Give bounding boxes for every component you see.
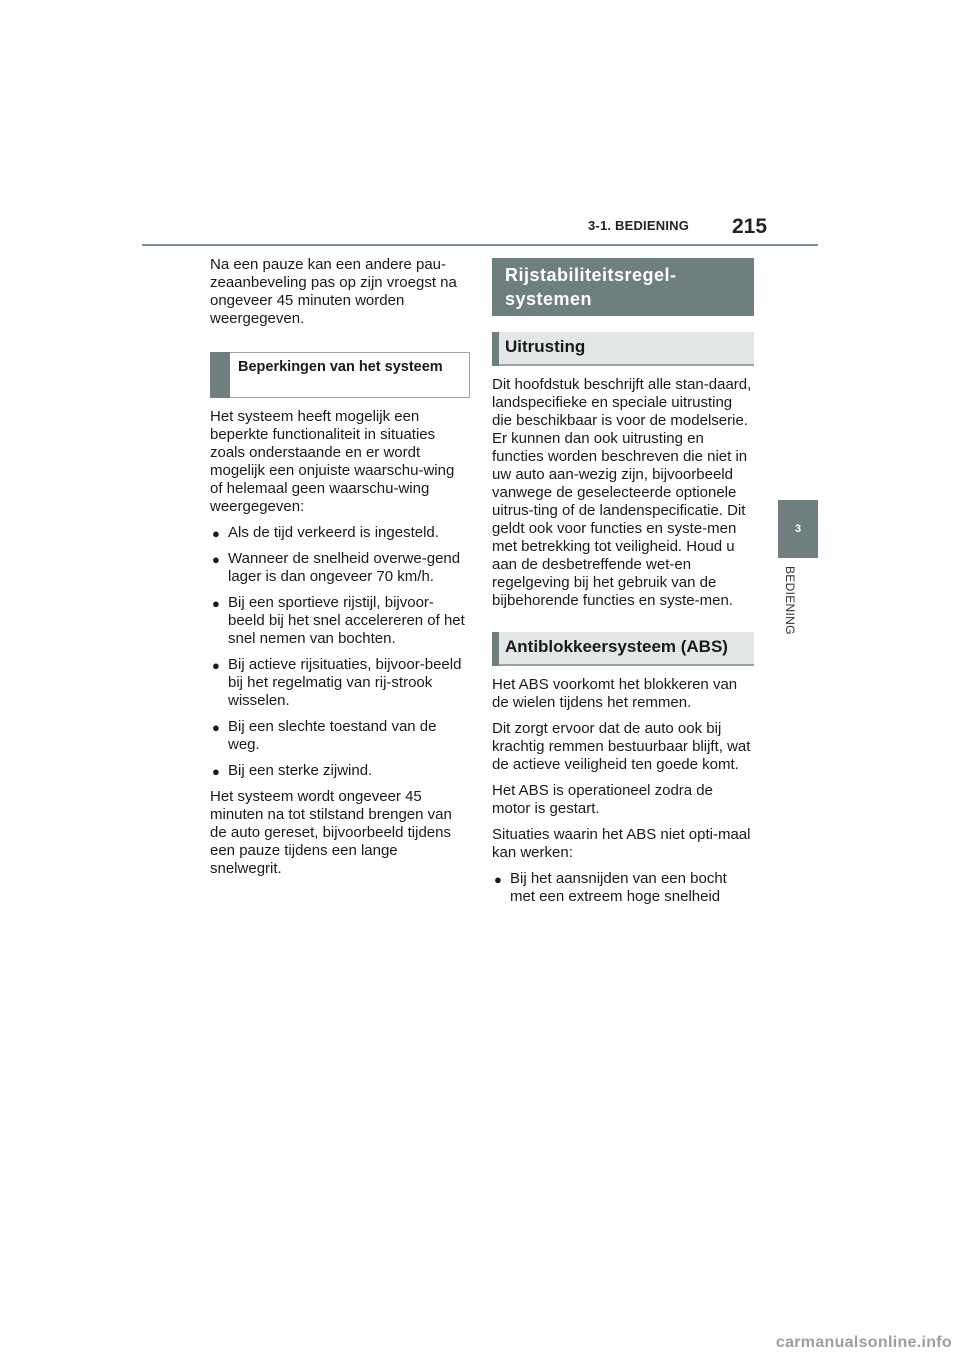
list-item: ● Bij het aansnijden van een bocht met een extreem hoge snelheid — [494, 870, 727, 905]
bullet-icon: ● — [212, 720, 220, 735]
subheading-bar — [210, 352, 230, 398]
page-number: 215 — [732, 215, 768, 238]
chapter-tab: 3 — [778, 500, 818, 558]
list-item: ● Bij een slechte toestand van de weg. — [212, 718, 437, 753]
section-heading: Rijstabiliteitsregel-systemen — [492, 258, 754, 316]
list-item: ● Bij een sterke zijwind. — [212, 762, 373, 779]
abs-limitations-list — [492, 870, 754, 906]
limitations-paragraph: Het systeem heeft mogelijk een beperkte functionaliteit in situaties zoals onderstaande en er wordt mogelijk een onjuiste waarschu-wing of helemaal geen waarschu-wing weergegeven: — [210, 408, 455, 515]
chapter-tab-label: BEDIENING — [783, 566, 797, 635]
bullet-icon: ● — [212, 658, 220, 673]
bullet-icon: ● — [212, 596, 220, 611]
subsection-heading-abs: Antiblokkeersysteem (ABS) — [492, 632, 754, 666]
abs-paragraph-3: Het ABS is operationeel zodra de motor is gestart. — [492, 782, 713, 817]
subsection-bar — [492, 632, 499, 666]
abs-paragraph-4: Situaties waarin het ABS niet opti-maal kan werken: — [492, 826, 751, 861]
header-divider — [142, 244, 818, 246]
list-item: ● Als de tijd verkeerd is ingesteld. — [212, 524, 439, 541]
abs-paragraph-2: Dit zorgt ervoor dat de auto ook bij krachtig remmen bestuurbaar blijft, wat de actieve veiligheid ten goede komt. — [492, 720, 751, 773]
list-item: ● Bij een sportieve rijstijl, bijvoor-beeld bij het snel accelereren of het snel nemen van bochten. — [212, 594, 465, 647]
subsection-heading-uitrusting: Uitrusting — [492, 332, 754, 366]
limitations-list — [210, 524, 470, 780]
intro-paragraph: Na een pauze kan een andere pau-zeaanbeveling pas op zijn vroegst na ongeveer 45 minuten worden weergegeven. — [210, 256, 457, 327]
subheading-box — [210, 352, 470, 398]
bullet-icon: ● — [212, 526, 220, 541]
list-item: ● Wanneer de snelheid overwe-gend lager is dan ongeveer 70 km/h. — [212, 550, 461, 585]
abs-paragraph-1: Het ABS voorkomt het blokkeren van de wielen tijdens het remmen. — [492, 676, 738, 711]
chapter-section-title: 3-1. BEDIENING — [588, 218, 690, 233]
bullet-icon: ● — [212, 764, 220, 779]
left-column — [210, 256, 470, 886]
bullet-icon: ● — [212, 552, 220, 567]
list-item: ● Bij actieve rijsituaties, bijvoor-beeld bij het regelmatig van rij-strook wisselen. — [212, 656, 462, 709]
uitrusting-paragraph: Dit hoofdstuk beschrijft alle stan-daard, landspecifieke en speciale uitrusting die beschikbaar is voor de modelserie. Er kunnen dan ook uitrusting en functies worden beschreven die niet in uw auto aan-wezig zijn, bijvoorbeeld vanwege de geselecteerde optionele uitrus-ting of de landenspecificatie. Dit geldt ook voor functies en syste-men met betrekking tot veiligheid. Houd u aan de desbetreffende wet-en regelgeving bij het gebruik van de bijbehorende functies en syste-men. — [492, 376, 752, 609]
watermark: carmanualsonline.info — [775, 1334, 952, 1351]
subsection-bar — [492, 332, 499, 366]
subheading-text: Beperkingen van het systeem — [238, 359, 443, 375]
bullet-icon: ● — [494, 872, 502, 887]
right-column — [492, 258, 754, 914]
reset-paragraph: Het systeem wordt ongeveer 45 minuten na tot stilstand brengen van de auto gereset, bijvoorbeeld tijdens een pauze tijdens een lange snelwegrit. — [210, 788, 452, 877]
